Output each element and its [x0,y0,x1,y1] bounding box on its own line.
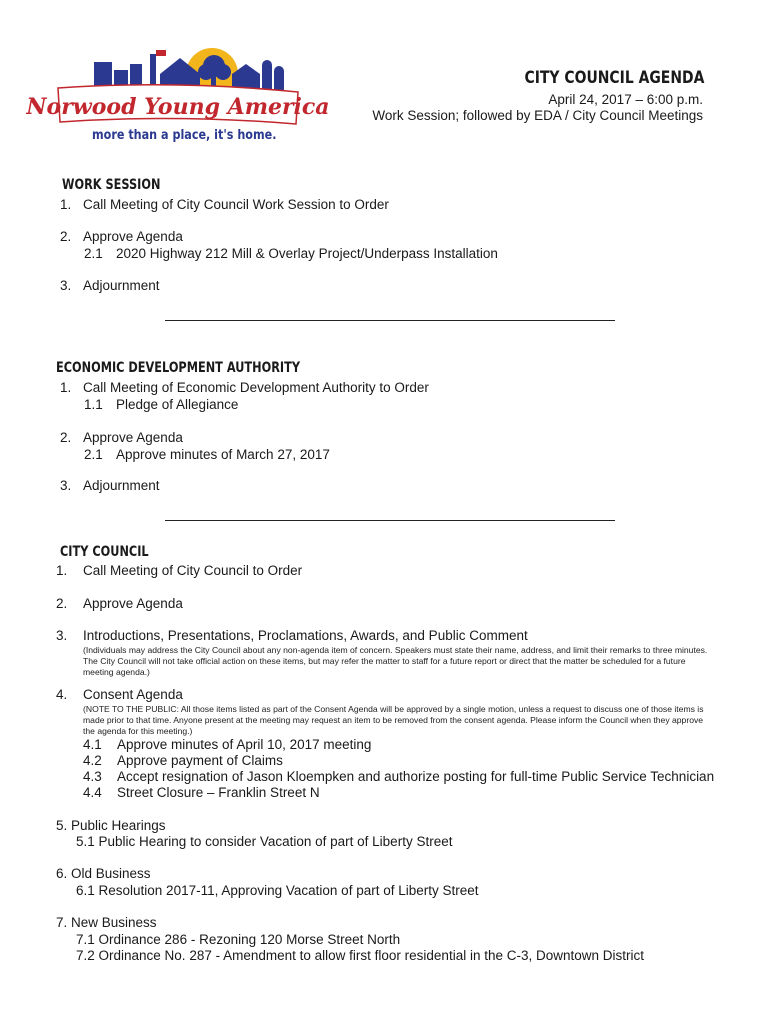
consent-agenda-note: (NOTE TO THE PUBLIC: All those items listed as part of the Consent Agenda will be approved by a single motion, unless a request to discuss one of those items is made prior to that time. Anyone present at the meeting may request an item to be removed from the consent agenda. Please inform the Council when they approve the agenda for this meeting.) [83,704,704,736]
meeting-date: April 24, 2017 – 6:00 p.m. [548,92,703,107]
section-divider [165,520,615,521]
meeting-subtitle: Work Session; followed by EDA / City Council Meetings [372,108,703,123]
svg-text:Norwood Young America: Norwood Young America [26,94,330,120]
list-item: 7.2 Ordinance No. 287 - Amendment to allow first floor residential in the C-3, Downtown District [76,948,645,963]
city-logo [26,44,330,152]
logo-tagline: more than a place, it's home. [92,128,277,143]
list-item: 7. New Business [56,915,157,930]
work-session-heading: WORK SESSION [62,177,161,193]
city-council-heading: CITY COUNCIL [60,544,149,560]
section-divider [165,320,615,321]
list-item: 5. Public Hearings [56,818,166,833]
list-item: 5.1 Public Hearing to consider Vacation of part of Liberty Street [76,834,453,849]
agenda-title: CITY COUNCIL AGENDA [524,68,704,88]
eda-heading: ECONOMIC DEVELOPMENT AUTHORITY [56,360,301,376]
list-item: 6.1 Resolution 2017-11, Approving Vacation of part of Liberty Street [76,883,479,898]
public-comment-note: (Individuals may address the City Council about any non-agenda item of concern. Speakers must state their name, address, and limit their remarks to three minutes. The City Council will not take official action on these items, but may refer the matter to staff for a future report or direct that the matter be scheduled for a future meeting agenda.) [83,645,708,677]
list-item: 7.1 Ordinance 286 - Rezoning 120 Morse Street North [76,932,401,947]
list-item: 6. Old Business [56,866,151,881]
